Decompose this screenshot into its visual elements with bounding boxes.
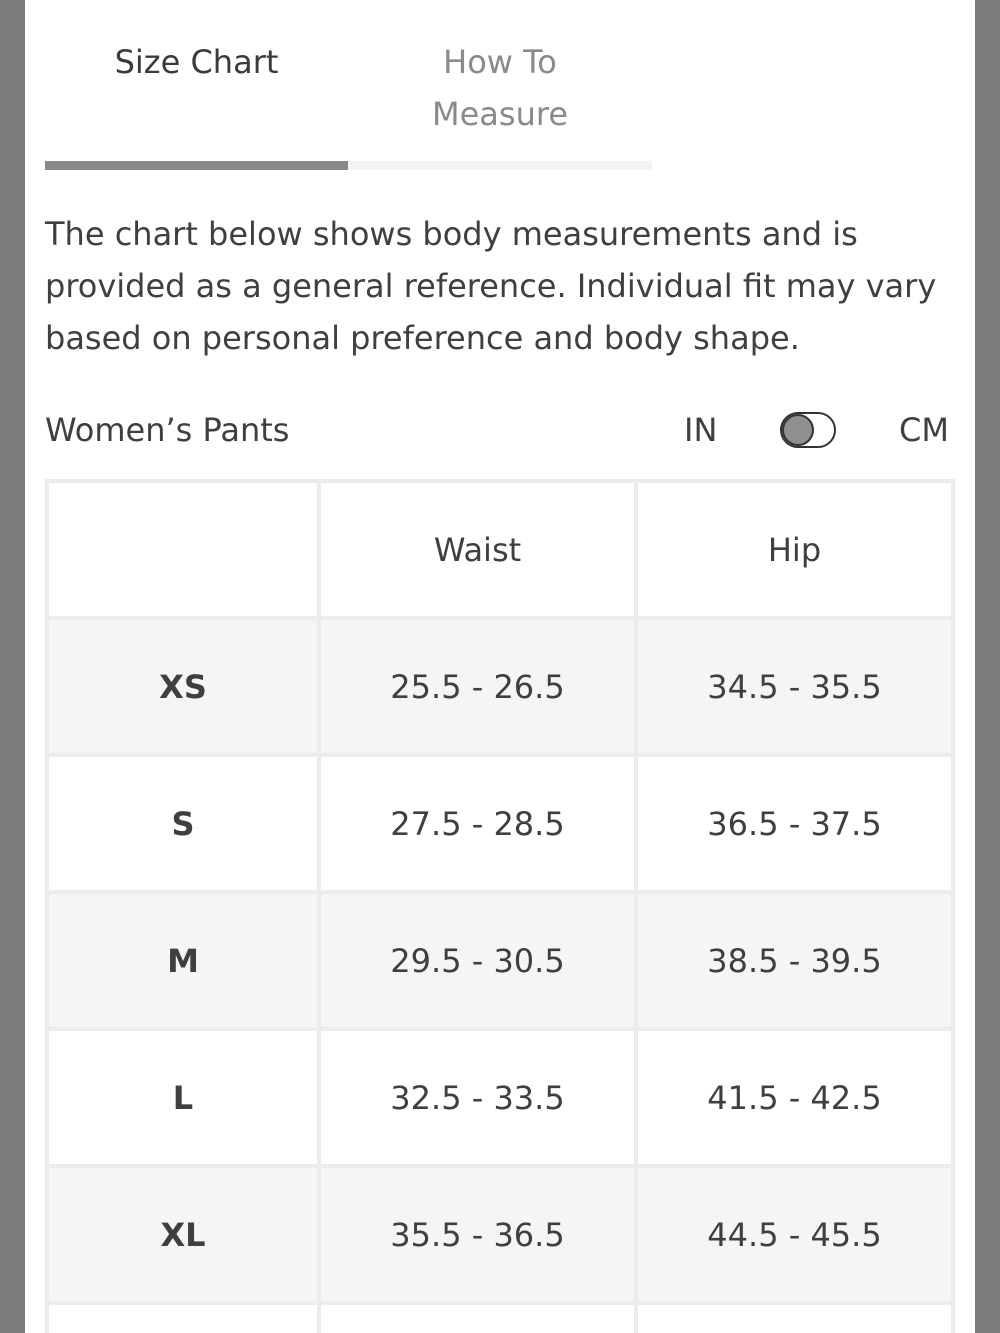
waist-cell xyxy=(321,1305,634,1333)
tab-how-to-measure-label-line2: Measure xyxy=(432,95,568,133)
unit-toggle[interactable] xyxy=(780,412,836,448)
chart-header xyxy=(45,404,955,456)
toggle-knob xyxy=(782,414,814,446)
hip-cell: 34.5 - 35.5 xyxy=(638,620,951,753)
header-hip: Hip xyxy=(638,483,951,616)
table-header-row xyxy=(49,483,951,616)
table-row xyxy=(49,1305,951,1333)
waist-cell: 29.5 - 30.5 xyxy=(321,894,634,1027)
tab-how-to-measure[interactable] xyxy=(348,36,652,140)
hip-cell: 36.5 - 37.5 xyxy=(638,757,951,890)
waist-cell: 25.5 - 26.5 xyxy=(321,620,634,753)
table-row xyxy=(49,620,951,753)
header-size xyxy=(49,483,317,616)
hip-cell: 38.5 - 39.5 xyxy=(638,894,951,1027)
table-row xyxy=(49,894,951,1027)
hip-cell: 41.5 - 42.5 xyxy=(638,1031,951,1164)
size-cell xyxy=(49,1305,317,1333)
table-row xyxy=(49,757,951,890)
tab-how-to-measure-label-line1: How To xyxy=(443,43,557,81)
table-row xyxy=(49,1168,951,1301)
size-guide-panel xyxy=(25,0,975,1333)
size-table xyxy=(45,479,955,1333)
header-waist: Waist xyxy=(321,483,634,616)
active-tab-indicator xyxy=(45,161,348,170)
size-cell: XS xyxy=(49,620,317,753)
tab-track xyxy=(45,161,652,170)
intro-text: The chart below shows body measurements and is provided as a general reference. Individual fit may vary based on personal preference and body shape. xyxy=(45,215,937,357)
size-cell: S xyxy=(49,757,317,890)
tab-size-chart-label: Size Chart xyxy=(114,43,279,81)
waist-cell: 32.5 - 33.5 xyxy=(321,1031,634,1164)
chart-title: Women’s Pants xyxy=(45,411,290,449)
waist-cell: 35.5 - 36.5 xyxy=(321,1168,634,1301)
hip-cell: 44.5 - 45.5 xyxy=(638,1168,951,1301)
size-cell: M xyxy=(49,894,317,1027)
size-cell: XL xyxy=(49,1168,317,1301)
table-row xyxy=(49,1031,951,1164)
size-cell: L xyxy=(49,1031,317,1164)
unit-cm-label[interactable]: CM xyxy=(899,411,949,449)
tab-size-chart[interactable] xyxy=(45,36,348,88)
waist-cell: 27.5 - 28.5 xyxy=(321,757,634,890)
unit-in-label[interactable]: IN xyxy=(684,411,718,449)
tab-bar xyxy=(45,0,652,172)
hip-cell xyxy=(638,1305,951,1333)
